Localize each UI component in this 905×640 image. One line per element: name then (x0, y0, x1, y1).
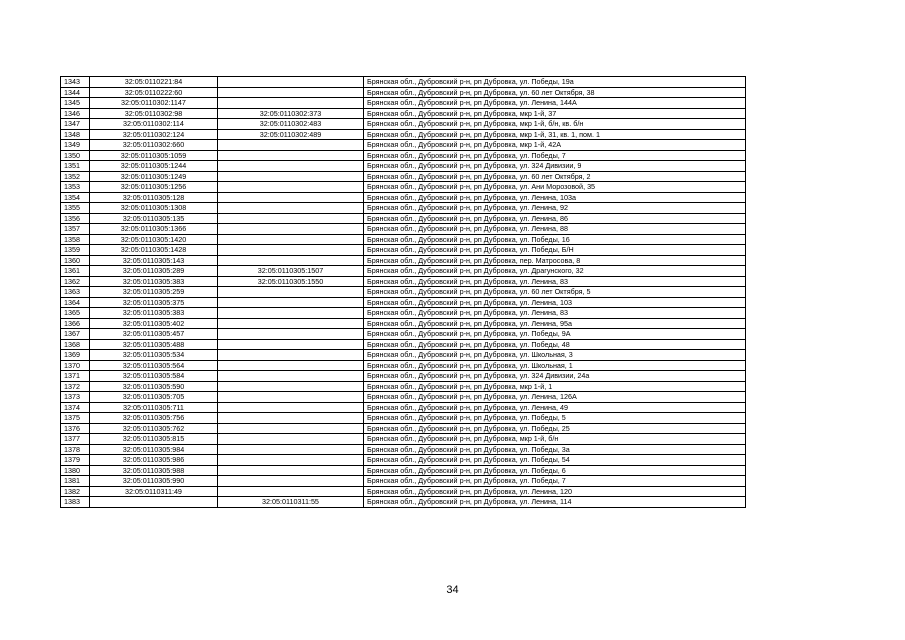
address-cell: Брянская обл., Дубровский р-н, рп Дубровка, ул. Победы, 7 (364, 476, 746, 487)
row-number-cell: 1375 (61, 413, 90, 424)
row-number-cell: 1352 (61, 171, 90, 182)
table-row (61, 234, 746, 245)
cadastral-number-cell: 32:05:0110302:660 (90, 140, 218, 151)
related-cadastral-number-cell (218, 381, 364, 392)
row-number-cell: 1353 (61, 182, 90, 193)
row-number-cell: 1343 (61, 77, 90, 88)
related-cadastral-number-cell (218, 182, 364, 193)
registry-table (60, 76, 746, 508)
cadastral-number-cell: 32:05:0110305:1366 (90, 224, 218, 235)
cadastral-number-cell: 32:05:0110302:124 (90, 129, 218, 140)
address-cell: Брянская обл., Дубровский р-н, рп Дубровка, мкр 1-й, б/н, кв. б/н (364, 119, 746, 130)
row-number-cell: 1382 (61, 486, 90, 497)
related-cadastral-number-cell (218, 465, 364, 476)
row-number-cell: 1380 (61, 465, 90, 476)
cadastral-number-cell: 32:05:0110221:84 (90, 77, 218, 88)
cadastral-number-cell: 32:05:0110305:402 (90, 318, 218, 329)
address-cell: Брянская обл., Дубровский р-н, рп Дубровка, пер. Матросова, 8 (364, 255, 746, 266)
address-cell: Брянская обл., Дубровский р-н, рп Дубровка, ул. Ленина, 83 (364, 276, 746, 287)
table-row (61, 497, 746, 508)
related-cadastral-number-cell (218, 87, 364, 98)
related-cadastral-number-cell (218, 140, 364, 151)
address-cell: Брянская обл., Дубровский р-н, рп Дубровка, ул. 324 Дивизии, 9 (364, 161, 746, 172)
address-cell: Брянская обл., Дубровский р-н, рп Дубровка, ул. Победы, 6 (364, 465, 746, 476)
table-row (61, 276, 746, 287)
cadastral-number-cell: 32:05:0110305:457 (90, 329, 218, 340)
table-row (61, 413, 746, 424)
related-cadastral-number-cell (218, 318, 364, 329)
related-cadastral-number-cell (218, 371, 364, 382)
row-number-cell: 1383 (61, 497, 90, 508)
related-cadastral-number-cell: 32:05:0110305:1550 (218, 276, 364, 287)
table-row (61, 108, 746, 119)
related-cadastral-number-cell (218, 434, 364, 445)
address-cell: Брянская обл., Дубровский р-н, рп Дубровка, ул. Победы, 19а (364, 77, 746, 88)
row-number-cell: 1362 (61, 276, 90, 287)
related-cadastral-number-cell: 32:05:0110302:489 (218, 129, 364, 140)
related-cadastral-number-cell: 32:05:0110311:55 (218, 497, 364, 508)
row-number-cell: 1361 (61, 266, 90, 277)
table-row (61, 171, 746, 182)
table-row (61, 87, 746, 98)
cadastral-number-cell: 32:05:0110305:534 (90, 350, 218, 361)
address-cell: Брянская обл., Дубровский р-н, рп Дубровка, ул. Ленина, 114 (364, 497, 746, 508)
cadastral-number-cell: 32:05:0110305:986 (90, 455, 218, 466)
cadastral-number-cell: 32:05:0110305:488 (90, 339, 218, 350)
address-cell: Брянская обл., Дубровский р-н, рп Дубровка, ул. Драгунского, 32 (364, 266, 746, 277)
related-cadastral-number-cell (218, 287, 364, 298)
cadastral-number-cell: 32:05:0110305:1308 (90, 203, 218, 214)
cadastral-number-cell: 32:05:0110305:1059 (90, 150, 218, 161)
table-row (61, 203, 746, 214)
table-row (61, 77, 746, 88)
related-cadastral-number-cell (218, 339, 364, 350)
cadastral-number-cell: 32:05:0110305:1256 (90, 182, 218, 193)
address-cell: Брянская обл., Дубровский р-н, рп Дубровка, ул. Ленина, 86 (364, 213, 746, 224)
cadastral-number-cell: 32:05:0110305:1428 (90, 245, 218, 256)
table-row (61, 476, 746, 487)
row-number-cell: 1363 (61, 287, 90, 298)
table-row (61, 224, 746, 235)
address-cell: Брянская обл., Дубровский р-н, рп Дубровка, ул. Ленина, 103а (364, 192, 746, 203)
row-number-cell: 1345 (61, 98, 90, 109)
related-cadastral-number-cell (218, 255, 364, 266)
address-cell: Брянская обл., Дубровский р-н, рп Дубровка, ул. Победы, 3а (364, 444, 746, 455)
address-cell: Брянская обл., Дубровский р-н, рп Дубровка, ул. Победы, Б/Н (364, 245, 746, 256)
table-row (61, 182, 746, 193)
table-row (61, 402, 746, 413)
cadastral-number-cell: 32:05:0110305:1420 (90, 234, 218, 245)
related-cadastral-number-cell (218, 392, 364, 403)
cadastral-number-cell: 32:05:0110305:815 (90, 434, 218, 445)
table-row (61, 297, 746, 308)
address-cell: Брянская обл., Дубровский р-н, рп Дубровка, ул. 324 Дивизии, 24а (364, 371, 746, 382)
address-cell: Брянская обл., Дубровский р-н, рп Дубровка, ул. Ленина, 120 (364, 486, 746, 497)
related-cadastral-number-cell (218, 150, 364, 161)
cadastral-number-cell: 32:05:0110305:259 (90, 287, 218, 298)
address-cell: Брянская обл., Дубровский р-н, рп Дубровка, ул. Победы, 7 (364, 150, 746, 161)
table-row (61, 434, 746, 445)
row-number-cell: 1346 (61, 108, 90, 119)
table-row (61, 350, 746, 361)
cadastral-number-cell: 32:05:0110222:60 (90, 87, 218, 98)
related-cadastral-number-cell (218, 192, 364, 203)
cadastral-number-cell: 32:05:0110302:1147 (90, 98, 218, 109)
row-number-cell: 1378 (61, 444, 90, 455)
table-row (61, 392, 746, 403)
address-cell: Брянская обл., Дубровский р-н, рп Дубровка, мкр 1-й, 42А (364, 140, 746, 151)
table-row (61, 339, 746, 350)
address-cell: Брянская обл., Дубровский р-н, рп Дубровка, ул. Ленина, 144А (364, 98, 746, 109)
related-cadastral-number-cell (218, 98, 364, 109)
table-row (61, 192, 746, 203)
row-number-cell: 1377 (61, 434, 90, 445)
related-cadastral-number-cell (218, 360, 364, 371)
table-row (61, 129, 746, 140)
address-cell: Брянская обл., Дубровский р-н, рп Дубровка, ул. Победы, 16 (364, 234, 746, 245)
table-row (61, 119, 746, 130)
row-number-cell: 1354 (61, 192, 90, 203)
cadastral-number-cell: 32:05:0110305:135 (90, 213, 218, 224)
cadastral-number-cell: 32:05:0110305:762 (90, 423, 218, 434)
related-cadastral-number-cell (218, 171, 364, 182)
cadastral-number-cell: 32:05:0110305:383 (90, 308, 218, 319)
cadastral-number-cell: 32:05:0110302:114 (90, 119, 218, 130)
table-row (61, 140, 746, 151)
address-cell: Брянская обл., Дубровский р-н, рп Дубровка, ул. Победы, 48 (364, 339, 746, 350)
address-cell: Брянская обл., Дубровский р-н, рп Дубровка, ул. Ленина, 92 (364, 203, 746, 214)
related-cadastral-number-cell (218, 77, 364, 88)
row-number-cell: 1356 (61, 213, 90, 224)
row-number-cell: 1381 (61, 476, 90, 487)
address-cell: Брянская обл., Дубровский р-н, рп Дубровка, ул. Школьная, 1 (364, 360, 746, 371)
address-cell: Брянская обл., Дубровский р-н, рп Дубровка, мкр 1-й, 31, кв. 1, пом. 1 (364, 129, 746, 140)
row-number-cell: 1355 (61, 203, 90, 214)
cadastral-number-cell: 32:05:0110305:1249 (90, 171, 218, 182)
related-cadastral-number-cell (218, 224, 364, 235)
row-number-cell: 1379 (61, 455, 90, 466)
table-row (61, 287, 746, 298)
cadastral-number-cell: 32:05:0110305:584 (90, 371, 218, 382)
table-row (61, 329, 746, 340)
cadastral-number-cell: 32:05:0110305:756 (90, 413, 218, 424)
address-cell: Брянская обл., Дубровский р-н, рп Дубровка, мкр 1-й, б/н (364, 434, 746, 445)
related-cadastral-number-cell (218, 161, 364, 172)
table-row (61, 444, 746, 455)
related-cadastral-number-cell (218, 444, 364, 455)
cadastral-number-cell: 32:05:0110305:1244 (90, 161, 218, 172)
related-cadastral-number-cell (218, 486, 364, 497)
row-number-cell: 1365 (61, 308, 90, 319)
row-number-cell: 1358 (61, 234, 90, 245)
related-cadastral-number-cell: 32:05:0110302:483 (218, 119, 364, 130)
table-row (61, 455, 746, 466)
address-cell: Брянская обл., Дубровский р-н, рп Дубровка, ул. 60 лет Октября, 2 (364, 171, 746, 182)
table-row (61, 423, 746, 434)
row-number-cell: 1373 (61, 392, 90, 403)
related-cadastral-number-cell (218, 308, 364, 319)
row-number-cell: 1369 (61, 350, 90, 361)
table-row (61, 255, 746, 266)
row-number-cell: 1366 (61, 318, 90, 329)
address-cell: Брянская обл., Дубровский р-н, рп Дубровка, ул. Ленина, 95а (364, 318, 746, 329)
row-number-cell: 1371 (61, 371, 90, 382)
row-number-cell: 1349 (61, 140, 90, 151)
address-cell: Брянская обл., Дубровский р-н, рп Дубровка, ул. 60 лет Октября, 5 (364, 287, 746, 298)
address-cell: Брянская обл., Дубровский р-н, рп Дубровка, ул. Победы, 9А (364, 329, 746, 340)
table-row (61, 318, 746, 329)
cadastral-number-cell: 32:05:0110305:590 (90, 381, 218, 392)
address-cell: Брянская обл., Дубровский р-н, рп Дубровка, ул. Ленина, 83 (364, 308, 746, 319)
table-row (61, 381, 746, 392)
row-number-cell: 1348 (61, 129, 90, 140)
cadastral-number-cell: 32:05:0110302:98 (90, 108, 218, 119)
related-cadastral-number-cell (218, 213, 364, 224)
related-cadastral-number-cell (218, 234, 364, 245)
related-cadastral-number-cell (218, 413, 364, 424)
row-number-cell: 1350 (61, 150, 90, 161)
table-row (61, 360, 746, 371)
address-cell: Брянская обл., Дубровский р-н, рп Дубровка, ул. Ленина, 88 (364, 224, 746, 235)
table-row (61, 266, 746, 277)
address-cell: Брянская обл., Дубровский р-н, рп Дубровка, ул. Победы, 5 (364, 413, 746, 424)
address-cell: Брянская обл., Дубровский р-н, рп Дубровка, мкр 1-й, 37 (364, 108, 746, 119)
related-cadastral-number-cell (218, 476, 364, 487)
address-cell: Брянская обл., Дубровский р-н, рп Дубровка, мкр 1-й, 1 (364, 381, 746, 392)
related-cadastral-number-cell (218, 423, 364, 434)
row-number-cell: 1376 (61, 423, 90, 434)
cadastral-number-cell: 32:05:0110305:988 (90, 465, 218, 476)
related-cadastral-number-cell (218, 402, 364, 413)
related-cadastral-number-cell: 32:05:0110302:373 (218, 108, 364, 119)
row-number-cell: 1347 (61, 119, 90, 130)
row-number-cell: 1370 (61, 360, 90, 371)
cadastral-number-cell: 32:05:0110305:564 (90, 360, 218, 371)
related-cadastral-number-cell (218, 297, 364, 308)
table-row (61, 150, 746, 161)
registry-table-body (61, 77, 746, 508)
cadastral-number-cell: 32:05:0110305:711 (90, 402, 218, 413)
row-number-cell: 1359 (61, 245, 90, 256)
address-cell: Брянская обл., Дубровский р-н, рп Дубровка, ул. Школьная, 3 (364, 350, 746, 361)
cadastral-number-cell: 32:05:0110311:49 (90, 486, 218, 497)
address-cell: Брянская обл., Дубровский р-н, рп Дубровка, ул. Ленина, 49 (364, 402, 746, 413)
address-cell: Брянская обл., Дубровский р-н, рп Дубровка, ул. Ленина, 103 (364, 297, 746, 308)
table-row (61, 371, 746, 382)
table-row (61, 98, 746, 109)
row-number-cell: 1368 (61, 339, 90, 350)
table-row (61, 245, 746, 256)
table-row (61, 465, 746, 476)
row-number-cell: 1367 (61, 329, 90, 340)
row-number-cell: 1372 (61, 381, 90, 392)
row-number-cell: 1344 (61, 87, 90, 98)
table-row (61, 161, 746, 172)
cadastral-number-cell: 32:05:0110305:143 (90, 255, 218, 266)
page-number: 34 (446, 584, 459, 596)
related-cadastral-number-cell (218, 350, 364, 361)
table-row (61, 213, 746, 224)
cadastral-number-cell: 32:05:0110305:705 (90, 392, 218, 403)
address-cell: Брянская обл., Дубровский р-н, рп Дубровка, ул. Победы, 25 (364, 423, 746, 434)
cadastral-number-cell: 32:05:0110305:383 (90, 276, 218, 287)
row-number-cell: 1360 (61, 255, 90, 266)
cadastral-number-cell: 32:05:0110305:990 (90, 476, 218, 487)
cadastral-number-cell (90, 497, 218, 508)
address-cell: Брянская обл., Дубровский р-н, рп Дубровка, ул. Ани Морозовой, 35 (364, 182, 746, 193)
table-row (61, 308, 746, 319)
address-cell: Брянская обл., Дубровский р-н, рп Дубровка, ул. Ленина, 126А (364, 392, 746, 403)
row-number-cell: 1357 (61, 224, 90, 235)
cadastral-number-cell: 32:05:0110305:375 (90, 297, 218, 308)
table-row (61, 486, 746, 497)
cadastral-number-cell: 32:05:0110305:289 (90, 266, 218, 277)
address-cell: Брянская обл., Дубровский р-н, рп Дубровка, ул. 60 лет Октября, 38 (364, 87, 746, 98)
row-number-cell: 1351 (61, 161, 90, 172)
related-cadastral-number-cell (218, 203, 364, 214)
row-number-cell: 1364 (61, 297, 90, 308)
related-cadastral-number-cell (218, 455, 364, 466)
address-cell: Брянская обл., Дубровский р-н, рп Дубровка, ул. Победы, 54 (364, 455, 746, 466)
related-cadastral-number-cell (218, 245, 364, 256)
related-cadastral-number-cell: 32:05:0110305:1507 (218, 266, 364, 277)
cadastral-number-cell: 32:05:0110305:984 (90, 444, 218, 455)
cadastral-number-cell: 32:05:0110305:128 (90, 192, 218, 203)
row-number-cell: 1374 (61, 402, 90, 413)
related-cadastral-number-cell (218, 329, 364, 340)
